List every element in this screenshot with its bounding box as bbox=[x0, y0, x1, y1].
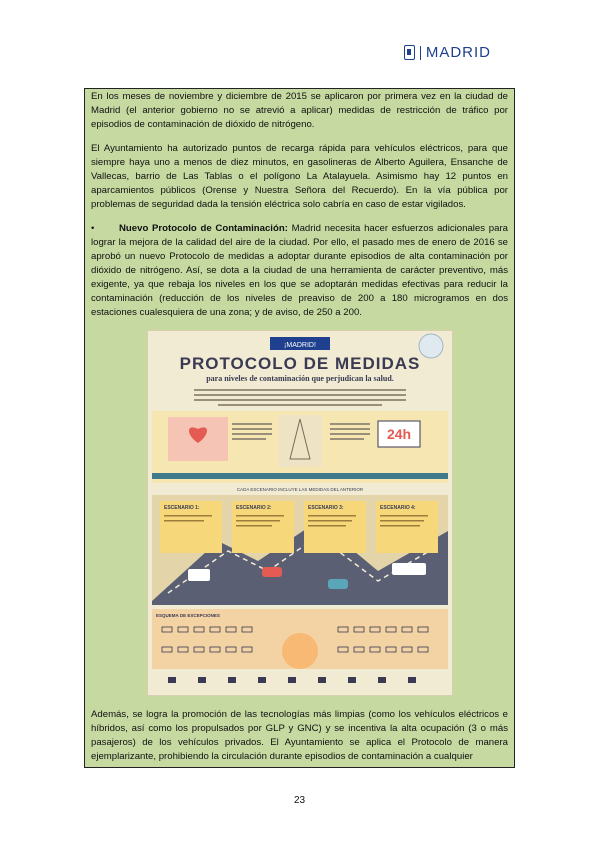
divider-strip bbox=[152, 473, 448, 479]
bullet-icon: • bbox=[91, 223, 95, 234]
car-icon-1 bbox=[262, 567, 282, 577]
madrid-logo bbox=[404, 44, 491, 61]
logo-text: MADRID bbox=[425, 44, 491, 61]
scenario-label-3: ESCENARIO 3: bbox=[307, 505, 344, 511]
intro-text-lines bbox=[194, 389, 406, 406]
bullet-title: Nuevo Protocolo de Contaminación: bbox=[119, 223, 288, 234]
content-panel bbox=[84, 88, 515, 768]
paragraph-1: En los meses de noviembre y diciembre de 2015 se aplicaron por primera vez en la ciudad de Madrid (el anterior gobierno no se atrevió a aplicar) medidas de restricción de tráfico por episodios de contaminación de dióxido de nitrógeno. bbox=[91, 91, 508, 130]
logo-separator bbox=[420, 46, 421, 60]
bullet-text: Madrid necesita hacer esfuerzos adicionales para lograr la mejora de la calidad del aire de la ciudad. Por ello, el pasado mes de enero de 2016 se aprobó un nuevo Protocolo de medidas a adoptar durante episodios de alta contaminación por dióxido de nitrógeno. Así, se dota a la ciudad de una herramienta de carácter preventivo, más exigente, ya que rebaja los niveles en los que se adoptarán medidas efectivas para reducir la contaminación (reducción de los niveles de preaviso de 200 a 180 microgramos en dos estaciones cualesquiera de una zona; y de aviso, de 250 a 200. bbox=[91, 223, 508, 318]
stamp-text: 24h bbox=[386, 426, 411, 442]
bullet-paragraph bbox=[91, 222, 508, 320]
infographic-title: PROTOCOLO DE MEDIDAS bbox=[179, 354, 420, 373]
page-number: 23 bbox=[293, 795, 306, 806]
protocol-infographic bbox=[147, 330, 453, 696]
infographic-subtitle: para niveles de contaminación que perjudican la salud. bbox=[205, 374, 394, 383]
exceptions-label: ESQUEMA DE EXCEPCIONES bbox=[155, 613, 220, 618]
car-icon-2 bbox=[328, 579, 348, 589]
paragraph-2: El Ayuntamiento ha autorizado puntos de recarga rápida para vehículos eléctricos, para que siempre haya uno a menos de diez minutos, en gasolineras de Alberto Aguilera, Ensanche de Vallecas, barrio de Las Tablas o el polígono La Atalayuela. Asimismo hay 12 puntos en aparcamientos públicos (Orense y Nuestra Señora del Recuerdo). En la vía pública por problemas de seguridad dada la tensión eléctrica solo cabría en caso de estar vigilados. bbox=[91, 143, 508, 210]
infographic-badge: ¡MADRID! bbox=[283, 342, 316, 349]
scenario-label-1: ESCENARIO 1: bbox=[163, 505, 200, 511]
corner-seal-icon bbox=[419, 334, 443, 358]
city-emblem-icon bbox=[404, 45, 415, 60]
section-label: CADA ESCENARIO INCLUYE LAS MEDIDAS DEL ANTERIOR bbox=[236, 487, 363, 492]
scenario-label-2: ESCENARIO 2: bbox=[235, 505, 272, 511]
closing-paragraph: Además, se logra la promoción de las tecnologías más limpias (como los vehículos eléctricos e híbridos, así como los propulsados por GLP y GNC) y se incentiva la alta ocupación (3 o más pasajeros) de los vehículos privados. El Ayuntamiento se aplica el Protocolo de manera ejemplarizante, prohibiendo la circulación durante episodios de contaminación a cualquier bbox=[91, 709, 508, 762]
bus-icon bbox=[392, 563, 426, 575]
billboard-icon bbox=[188, 569, 210, 581]
legend-icons bbox=[168, 677, 416, 683]
sun-icon bbox=[282, 633, 318, 669]
scenario-label-4: ESCENARIO 4: bbox=[379, 505, 416, 511]
